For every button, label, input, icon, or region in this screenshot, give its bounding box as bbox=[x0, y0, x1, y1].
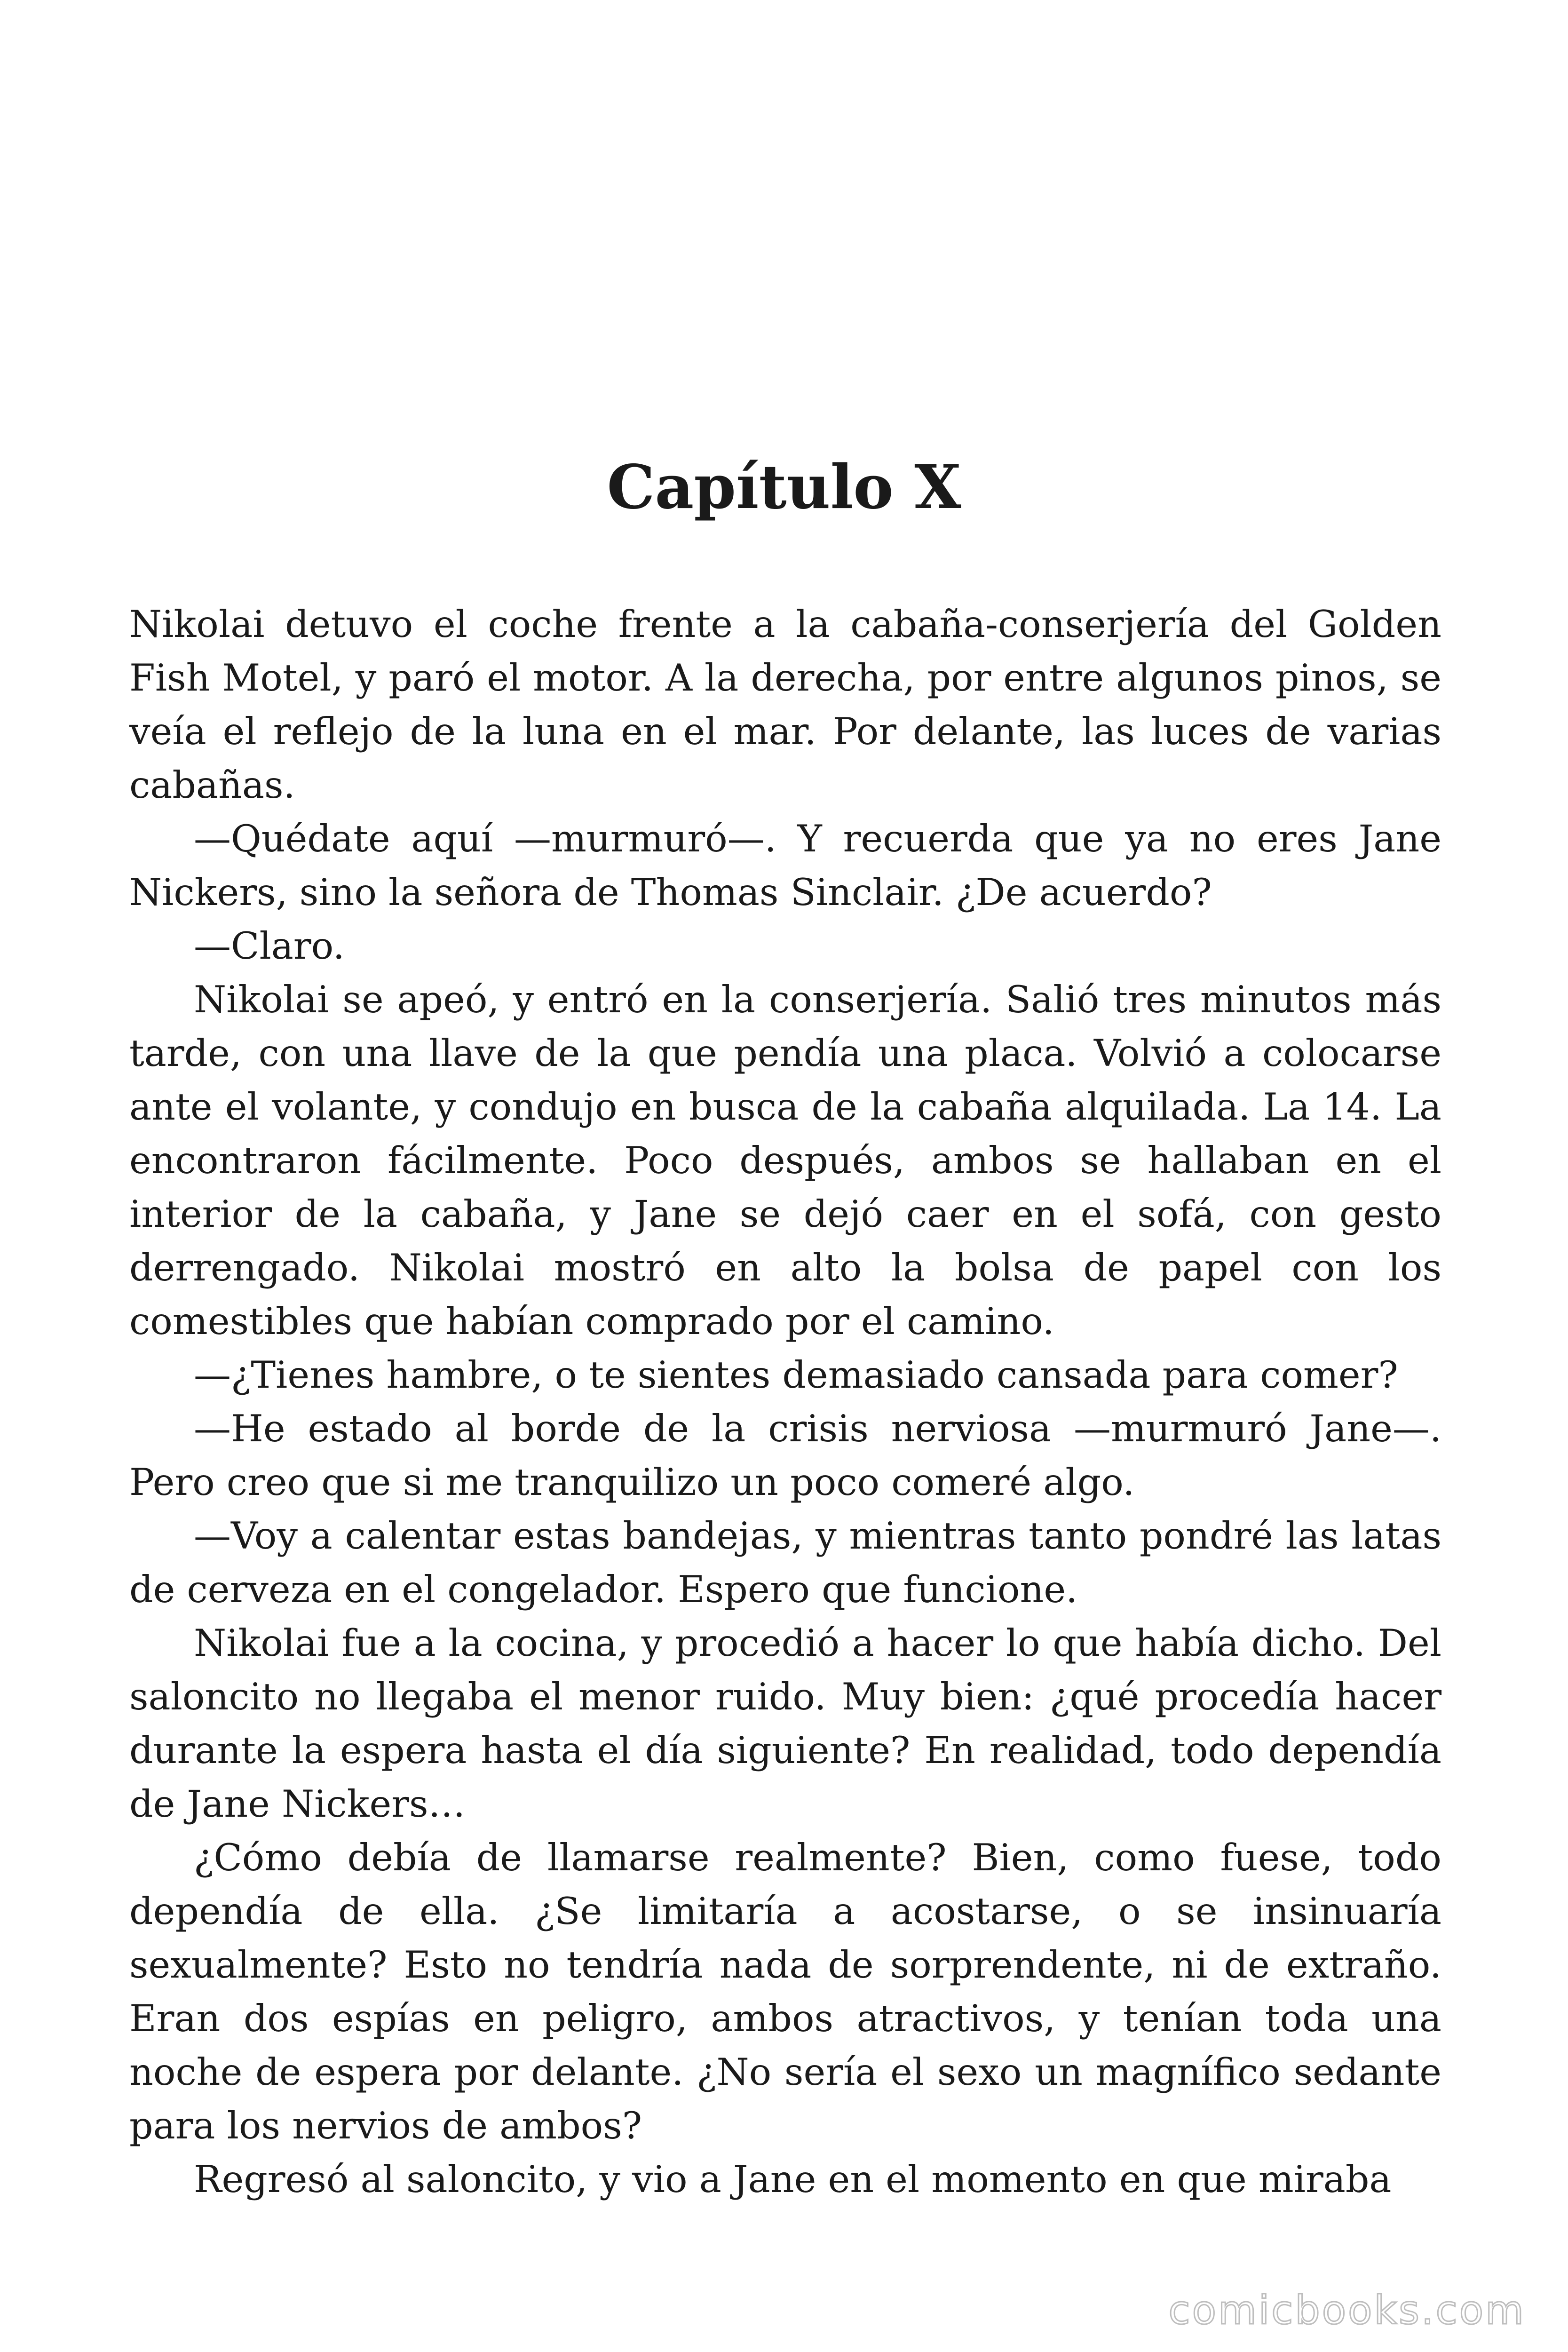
paragraph: Nikolai se apeó, y entró en la conserjería. Salió tres minutos más tarde, con una llave de la que pendía una placa. Volvió a colocarse ante el volante, y condujo en busca de la cabaña alquilada. La 14. La encontraron fácilmente. Poco después, ambos se hallaban en el interior de la cabaña, y Jane se dejó caer en el sofá, con gesto derrengado. Nikolai mostró en alto la bolsa de papel con los comestibles que habían comprado por el camino. bbox=[129, 978, 1441, 1343]
paragraph: —Quédate aquí —murmuró—. Y recuerda que ya no eres Jane Nickers, sino la señora de Thomas Sinclair. ¿De acuerdo? bbox=[129, 817, 1441, 914]
paragraph: Regresó al saloncito, y vio a Jane en el momento en que miraba bbox=[194, 2158, 1392, 2201]
paragraph: ¿Cómo debía de llamarse realmente? Bien, como fuese, todo dependía de ella. ¿Se limitaría a acostarse, o se insinuaría sexualmente? Esto no tendría nada de sorprendente, ni de extraño. Eran dos espías en peligro, ambos atractivos, y tenían toda una noche de espera por delante. ¿No sería el sexo un magnífico sedante para los nervios de ambos? bbox=[129, 1836, 1441, 2147]
chapter-title: Capítulo X bbox=[607, 452, 961, 523]
watermark: comicbooks.com bbox=[1168, 2287, 1526, 2333]
paragraph: —Voy a calentar estas bandejas, y mientras tanto pondré las latas de cerveza en el congelador. Espero que funcione. bbox=[129, 1514, 1441, 1611]
paragraph: —Claro. bbox=[194, 924, 345, 968]
paragraph: Nikolai fue a la cocina, y procedió a hacer lo que había dicho. Del saloncito no llegaba el menor ruido. Muy bien: ¿qué procedía hacer durante la espera hasta el día siguiente? En realidad, todo dependía de Jane Nickers… bbox=[129, 1621, 1441, 1826]
paragraph: Nikolai detuvo el coche frente a la cabaña-conserjería del Golden Fish Motel, y paró el motor. A la derecha, por entre algunos pinos, se veía el reflejo de la luna en el mar. Por delante, las luces de varias cabañas. bbox=[129, 603, 1441, 807]
paragraph: —He estado al borde de la crisis nerviosa —murmuró Jane—. Pero creo que si me tranquilizo un poco comeré algo. bbox=[129, 1407, 1441, 1504]
paragraph: —¿Tienes hambre, o te sientes demasiado cansada para comer? bbox=[194, 1353, 1398, 1397]
chapter-body bbox=[129, 597, 1441, 2206]
